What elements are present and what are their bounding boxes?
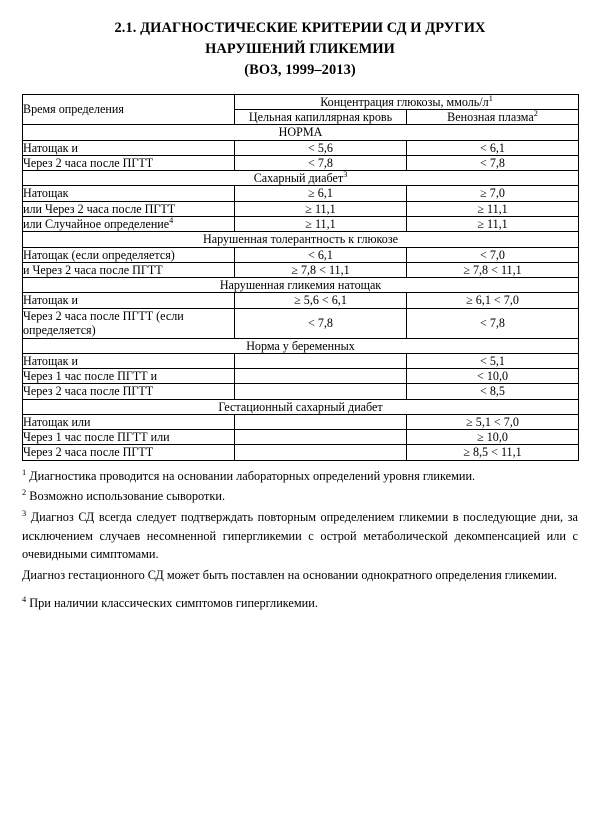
section-title-pregnancy-norm (23, 338, 579, 353)
title-line-1: 2.1. ДИАГНОСТИЧЕСКИЕ КРИТЕРИИ СД И ДРУГИХ (114, 20, 486, 36)
section-label: Нарушенная толерантность к глюкозе (203, 232, 398, 247)
row-value-capillary (235, 414, 407, 429)
header-venous-footnote-ref: 2 (533, 108, 538, 118)
section-label: Гестационный сахарный диабет (218, 399, 383, 414)
table-row (23, 369, 579, 384)
row-label: Натощак (если определяется) (23, 247, 235, 262)
row-label: Через 2 часа после ПГТТ (если определяется) (23, 308, 235, 338)
row-label: Через 1 час после ПГТТ или (23, 430, 235, 445)
footnote-text: Диагностика проводится на основании лабораторных определений уровня гликемии. (29, 468, 476, 483)
row-label (23, 216, 235, 231)
row-value-capillary: ≥ 7,8 < 11,1 (235, 262, 407, 277)
footnote-1 (22, 467, 578, 486)
row-label: Натощак (23, 186, 235, 201)
row-label: Натощак и (23, 140, 235, 155)
row-value-capillary (235, 353, 407, 368)
criteria-table-wrap (22, 94, 578, 461)
section-label: Норма у беременных (246, 338, 355, 353)
table-row (23, 445, 579, 460)
footnote-text: Диагноз гестационного СД может быть поставлен на основании однократного определения гликемии. (22, 568, 558, 583)
section-header-row (23, 338, 579, 353)
row-value-venous: ≥ 11,1 (407, 216, 579, 231)
section-label: НОРМА (278, 125, 323, 140)
section-header-row (23, 171, 579, 186)
table-header-row-1 (23, 94, 579, 109)
row-value-capillary: < 6,1 (235, 247, 407, 262)
table-row (23, 201, 579, 216)
row-label: Натощак и (23, 353, 235, 368)
row-label: Натощак и (23, 293, 235, 308)
section-label: Нарушенная гликемия натощак (219, 278, 382, 293)
table-row (23, 247, 579, 262)
row-value-capillary: ≥ 6,1 (235, 186, 407, 201)
section-header-row (23, 232, 579, 247)
footnote-4 (22, 594, 578, 613)
header-time-label: Время определения (23, 102, 124, 117)
row-value-venous: ≥ 7,8 < 11,1 (407, 262, 579, 277)
header-venous-label: Венозная плазма (447, 110, 534, 124)
table-row (23, 414, 579, 429)
section-title-ifg (23, 278, 579, 293)
row-value-venous: ≥ 7,0 (407, 186, 579, 201)
section-title-diabetes (23, 171, 579, 186)
row-value-venous: < 5,1 (407, 353, 579, 368)
row-value-venous: ≥ 8,5 < 11,1 (407, 445, 579, 460)
row-value-venous: ≥ 11,1 (407, 201, 579, 216)
row-label: Натощак или (23, 414, 235, 429)
row-value-venous: ≥ 5,1 < 7,0 (407, 414, 579, 429)
table-row (23, 262, 579, 277)
header-cell-time (23, 94, 235, 125)
row-label: и Через 2 часа после ПГТТ (23, 262, 235, 277)
row-value-venous: < 8,5 (407, 384, 579, 399)
row-label-text: или Случайное определение (23, 216, 170, 231)
row-value-venous: < 7,8 (407, 308, 579, 338)
footnote-marker: 3 (22, 508, 27, 518)
row-label: Через 1 час после ПГТТ и (23, 369, 235, 384)
header-cell-venous (407, 109, 579, 125)
section-header-row (23, 278, 579, 293)
section-label: Сахарный диабет (253, 171, 344, 186)
section-footnote-ref: 3 (343, 170, 348, 180)
row-value-venous: < 6,1 (407, 140, 579, 155)
row-value-capillary: < 5,6 (235, 140, 407, 155)
footnotes (22, 467, 578, 613)
row-value-venous: < 7,0 (407, 247, 579, 262)
header-cell-glucose-group (235, 94, 579, 109)
table-row (23, 353, 579, 368)
diagnostic-criteria-table (22, 94, 579, 461)
header-capillary-label: Цельная капиллярная кровь (248, 109, 393, 124)
table-row (23, 186, 579, 201)
table-row (23, 155, 579, 170)
row-value-capillary: ≥ 5,6 < 6,1 (235, 293, 407, 308)
page-title (0, 0, 600, 81)
row-value-venous: ≥ 6,1 < 7,0 (407, 293, 579, 308)
title-line-2: НАРУШЕНИЙ ГЛИКЕМИИ (205, 40, 395, 57)
row-value-capillary (235, 430, 407, 445)
footnote-text: Диагноз СД всегда следует подтверждать повторным определением гликемии в последующие дни, за исключением случаев несомненной гипергликемии с острой метаболической декомпенсацией или с очевидными симптомами. (22, 510, 578, 562)
table-row (23, 430, 579, 445)
section-title-norma (23, 125, 579, 140)
row-value-capillary: < 7,8 (235, 155, 407, 170)
footnote-3-continuation (22, 566, 578, 585)
row-value-capillary: ≥ 11,1 (235, 201, 407, 216)
row-value-capillary: ≥ 11,1 (235, 216, 407, 231)
footnote-2 (22, 487, 578, 506)
row-value-venous: < 7,8 (407, 155, 579, 170)
footnote-marker: 2 (22, 488, 27, 498)
footnote-marker: 4 (22, 594, 27, 604)
table-row (23, 293, 579, 308)
row-value-capillary (235, 384, 407, 399)
table-row (23, 384, 579, 399)
row-value-venous: < 10,0 (407, 369, 579, 384)
row-value-capillary: < 7,8 (235, 308, 407, 338)
header-cell-capillary (235, 109, 407, 125)
header-glucose-footnote-ref: 1 (488, 93, 493, 103)
section-title-gdm (23, 399, 579, 414)
footnote-3 (22, 508, 578, 564)
section-header-row (23, 125, 579, 140)
footnote-text: При наличии классических симптомов гипергликемии. (29, 595, 318, 610)
row-label-footnote-ref: 4 (169, 215, 174, 225)
table-row (23, 216, 579, 231)
header-glucose-label: Концентрация глюкозы, ммоль/л (320, 94, 489, 109)
row-label: или Через 2 часа после ПГТТ (23, 201, 235, 216)
table-row (23, 308, 579, 338)
footnote-marker: 1 (22, 467, 27, 477)
section-header-row (23, 399, 579, 414)
table-row (23, 140, 579, 155)
title-line-3: (ВОЗ, 1999–2013) (244, 61, 356, 78)
row-value-capillary (235, 369, 407, 384)
row-value-venous: ≥ 10,0 (407, 430, 579, 445)
row-label: Через 2 часа после ПГТТ (23, 155, 235, 170)
row-value-capillary (235, 445, 407, 460)
section-title-igt (23, 232, 579, 247)
footnote-text: Возможно использование сыворотки. (29, 489, 226, 504)
row-label: Через 2 часа после ПГТТ (23, 445, 235, 460)
row-label: Через 2 часа после ПГТТ (23, 384, 235, 399)
